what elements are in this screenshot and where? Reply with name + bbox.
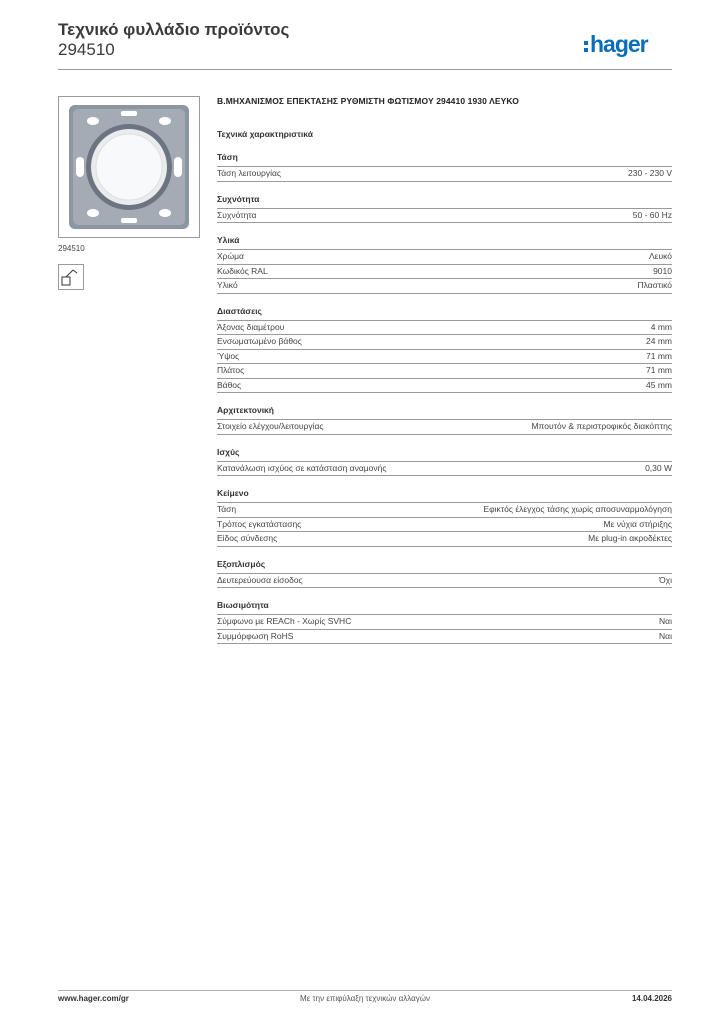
footer-date: 14.04.2026 — [631, 994, 672, 1003]
spec-label: Είδος σύνδεσης — [217, 533, 278, 543]
spec-label: Συμμόρφωση RoHS — [217, 630, 294, 641]
spec-label: Σύμφωνο με REACh - Χωρίς SVHC — [217, 616, 352, 626]
spec-row — [217, 462, 672, 477]
spec-value: Λευκό — [649, 251, 672, 261]
spec-group — [217, 194, 672, 224]
spec-group-title: Αρχιτεκτονική — [217, 405, 672, 420]
spec-group — [217, 559, 672, 589]
dimmer-mechanism-image — [59, 97, 199, 237]
spec-content — [217, 96, 672, 656]
page-header — [58, 20, 672, 70]
spec-row — [217, 518, 672, 533]
spec-label: Υλικό — [217, 280, 238, 290]
footer-website-link[interactable]: www.hager.com/gr — [58, 994, 129, 1003]
spec-group-title: Ισχύς — [217, 447, 672, 462]
spec-value: Εφικτός έλεγχος τάσης χωρίς αποσυναρμολόγηση — [483, 504, 672, 514]
spec-row — [217, 630, 672, 645]
spec-row — [217, 615, 672, 630]
spec-label: Ύψος — [217, 350, 240, 361]
spec-value: Ναι — [659, 616, 672, 626]
spec-value: Με plug-in ακροδέκτες — [588, 533, 672, 543]
spec-groups — [217, 152, 672, 644]
hager-logo-icon[interactable] — [582, 28, 672, 58]
spec-group — [217, 405, 672, 435]
spec-group-title: Υλικά — [217, 235, 672, 250]
spec-row — [217, 420, 672, 435]
spec-value: 45 mm — [646, 379, 672, 390]
spec-group-title: Βιωσιμότητα — [217, 600, 672, 615]
spec-value: Μπουτόν & περιστροφικός διακόπτης — [531, 421, 672, 431]
spec-value: 9010 — [653, 265, 672, 276]
spec-value: Ναι — [659, 630, 672, 641]
spec-value: 4 mm — [650, 321, 672, 332]
spec-value: Πλαστικό — [637, 280, 672, 290]
spec-group-title: Εξοπλισμός — [217, 559, 672, 574]
spec-row — [217, 503, 672, 518]
spec-label: Βάθος — [217, 379, 242, 390]
spec-label: Στοιχείο ελέγχου/λειτουργίας — [217, 421, 324, 431]
spec-row — [217, 279, 672, 294]
footer-divider — [58, 990, 672, 991]
spec-label: Τάση λειτουργίας — [217, 168, 282, 178]
spec-row — [217, 379, 672, 394]
spec-value: 71 mm — [646, 365, 672, 375]
spec-group-title: Κείμενο — [217, 488, 672, 503]
spec-group — [217, 152, 672, 182]
spec-value: 230 - 230 V — [628, 168, 672, 178]
switch-symbol-icon — [59, 265, 83, 289]
spec-label: Τρόπος εγκατάστασης — [217, 518, 302, 529]
spec-value: 0,30 W — [645, 462, 672, 473]
spec-group — [217, 447, 672, 477]
spec-value: Με νύχια στήριξης — [603, 518, 672, 529]
spec-row — [217, 364, 672, 379]
spec-row — [217, 167, 672, 182]
spec-group — [217, 488, 672, 547]
spec-row — [217, 335, 672, 350]
spec-group-title: Τάση — [217, 152, 672, 167]
spec-row — [217, 250, 672, 265]
spec-label: Ενσωματωμένο βάθος — [217, 336, 302, 346]
spec-row — [217, 574, 672, 589]
spec-label: Συχνότητα — [217, 209, 257, 220]
spec-label: Δευτερεύουσα είσοδος — [217, 574, 303, 585]
footer-note: Με την επιφύλαξη τεχνικών αλλαγών — [300, 994, 430, 1003]
spec-row — [217, 321, 672, 336]
spec-label: Χρώμα — [217, 251, 244, 261]
spec-label: Κωδικός RAL — [217, 265, 268, 276]
spec-group-title: Συχνότητα — [217, 194, 672, 209]
spec-group — [217, 235, 672, 294]
spec-value: Όχι — [659, 574, 672, 585]
spec-label: Τάση — [217, 504, 237, 514]
header-divider — [58, 69, 672, 70]
page-footer — [58, 994, 672, 1008]
spec-value: 71 mm — [646, 350, 672, 361]
product-name: Β.ΜΗΧΑΝΙΣΜΟΣ ΕΠΕΚΤΑΣΗΣ ΡΥΘΜΙΣΤΗ ΦΩΤΙΣΜΟΥ 294410 1930 ΛΕΥΚΟ — [217, 96, 519, 106]
spec-label: Πλάτος — [217, 365, 245, 375]
spec-group — [217, 306, 672, 394]
spec-row — [217, 350, 672, 365]
spec-group — [217, 600, 672, 644]
product-image-frame — [58, 96, 200, 238]
document-title: Τεχνικό φυλλάδιο προϊόντος — [58, 20, 290, 39]
product-code-label: 294510 — [58, 244, 85, 253]
document-code: 294510 — [58, 40, 115, 59]
spec-row — [217, 209, 672, 224]
spec-row — [217, 532, 672, 547]
spec-value: 50 - 60 Hz — [632, 209, 672, 220]
spec-value: 24 mm — [646, 336, 672, 346]
spec-heading: Τεχνικά χαρακτηριστικά — [217, 129, 313, 139]
spec-row — [217, 265, 672, 280]
spec-group-title: Διαστάσεις — [217, 306, 672, 321]
spec-label: Άξονας διαμέτρου — [217, 321, 285, 332]
svg-text:hager: hager — [590, 31, 648, 57]
symbol-frame — [58, 264, 84, 290]
spec-label: Κατανάλωση ισχύος σε κατάσταση αναμονής — [217, 462, 387, 473]
